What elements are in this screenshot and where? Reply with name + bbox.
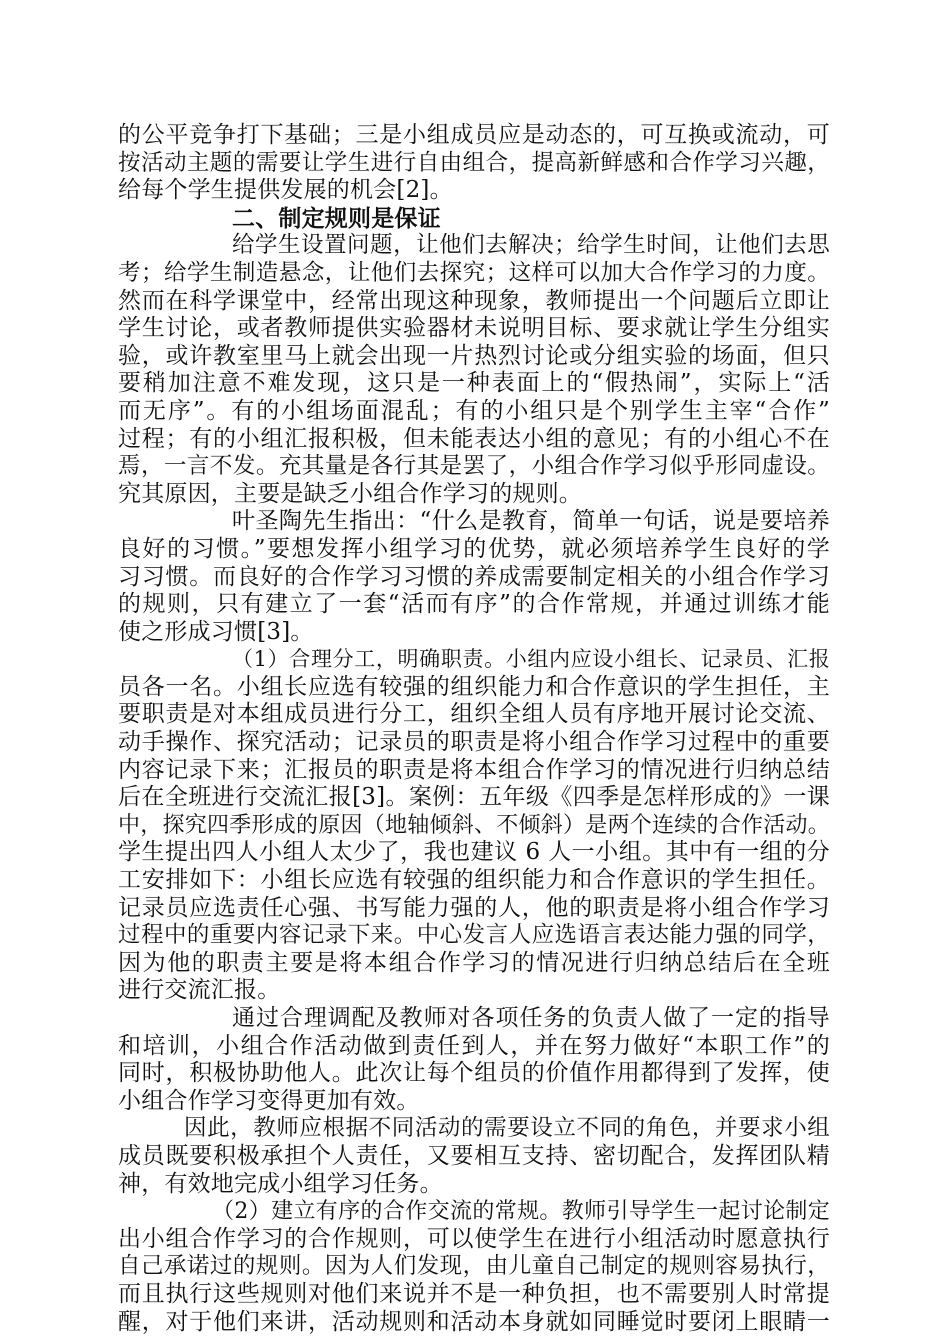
text-line: 学生讨论，或者教师提供实验器材未说明目标、要求就让学生分组实 xyxy=(118,315,830,342)
text-line: （1）合理分工，明确职责。小组内应设小组长、记录员、汇报 xyxy=(232,647,830,672)
text-line: 要稍加注意不难发现，这只是一种表面上的“假热闹”，实际上“活 xyxy=(118,370,830,397)
text-line: 考；给学生制造悬念，让他们去探究；这样可以加大合作学习的力度。 xyxy=(118,259,830,286)
document-page xyxy=(118,122,830,1336)
text-line: 工安排如下：小组长应选有较强的组织能力和合作意识的学生担任。 xyxy=(118,867,830,894)
text-line: 叶圣陶先生指出：“什么是教育，简单一句话，说是要培养 xyxy=(232,508,830,535)
text-line: 的规则，只有建立了一套“活而有序”的合作常规，并通过训练才能 xyxy=(118,591,830,618)
text-line: 成员既要积极承担个人责任，又要相互支持、密切配合，发挥团队精 xyxy=(118,1142,830,1169)
text-line: 究其原因，主要是缺乏小组合作学习的规则。 xyxy=(118,480,582,507)
text-line: 而且执行这些规则对他们来说并不是一种负担，也不需要别人时常提 xyxy=(118,1280,830,1307)
heading-text: 二、制定规则是保证 xyxy=(232,204,441,232)
text-line: 自己承诺过的规则。因为人们发现，由儿童自己制定的规则容易执行， xyxy=(118,1253,830,1280)
text-line: 按活动主题的需要让学生进行自由组合，提高新鲜感和合作学习兴趣， xyxy=(118,149,830,176)
text-line: 要职责是对本组成员进行分工，组织全组人员有序地开展讨论交流、 xyxy=(118,701,830,728)
text-line: 记录员应选责任心强、书写能力强的人，他的职责是将小组合作学习 xyxy=(118,894,830,921)
text-line: 因此，教师应根据不同活动的需要设立不同的角色，并要求小组 xyxy=(184,1115,830,1142)
text-line: 过程中的重要内容记录下来。中心发言人应选语言表达能力强的同学， xyxy=(118,922,830,949)
text-line: 使之形成习惯[3]。 xyxy=(118,618,314,645)
paragraph xyxy=(118,508,830,646)
paragraph-continuation xyxy=(118,122,830,205)
text-line: 内容记录下来；汇报员的职责是将本组合作学习的情况进行归纳总结 xyxy=(118,756,830,783)
text-line: 而无序”。有的小组场面混乱；有的小组只是个别学生主宰“合作” xyxy=(118,397,830,424)
text-line: （2）建立有序的合作交流的常规。教师引导学生一起讨论制定 xyxy=(212,1199,830,1225)
paragraph xyxy=(118,1005,830,1115)
text-line: 给学生设置问题，让他们去解决；给学生时间，让他们去思 xyxy=(232,232,830,259)
text-line: 过程；有的小组汇报积极，但未能表达小组的意见；有的小组心不在 xyxy=(118,425,830,452)
text-line: 醒，对于他们来讲，活动规则和活动本身就如同睡觉时要闭上眼睛一 xyxy=(118,1308,830,1335)
text-line: 习习惯。而良好的合作学习习惯的养成需要制定相关的小组合作学习 xyxy=(118,563,830,590)
text-line: 出小组合作学习的合作规则，可以使学生在进行小组活动时愿意执行 xyxy=(118,1225,830,1252)
paragraph xyxy=(118,232,830,508)
text-line: 同时，积极协助他人。此次让每个组员的价值作用都得到了发挥，使 xyxy=(118,1060,830,1087)
text-line: 员各一名。小组长应选有较强的组织能力和合作意识的学生担任，主 xyxy=(118,673,830,700)
text-line: 学生提出四人小组人太少了，我也建议 6 人一小组。其中有一组的分 xyxy=(118,839,830,866)
text-line: 通过合理调配及教师对各项任务的负责人做了一定的指导 xyxy=(232,1005,830,1031)
text-line: 动手操作、探究活动；记录员的职责是将小组合作学习过程中的重要 xyxy=(118,729,830,756)
text-line: 给每个学生提供发展的机会[2]。 xyxy=(118,177,453,204)
text-line: 然而在科学课堂中，经常出现这种现象，教师提出一个问题后立即让 xyxy=(118,287,830,314)
paragraph xyxy=(118,1115,830,1198)
text-line: 的公平竞争打下基础；三是小组成员应是动态的，可互换或流动，可 xyxy=(118,122,830,148)
text-line: 中，探究四季形成的原因（地轴倾斜、不倾斜）是两个连续的合作活动。 xyxy=(118,812,830,838)
text-line: 因为他的职责主要是将本组合作学习的情况进行归纳总结后在全班 xyxy=(118,949,830,976)
text-line: 神，有效地完成小组学习任务。 xyxy=(118,1170,443,1197)
text-line: 焉，一言不发。充其量是各行其是罢了，小组合作学习似乎形同虚设。 xyxy=(118,453,830,480)
text-line: 小组合作学习变得更加有效。 xyxy=(118,1087,420,1114)
section-heading xyxy=(118,205,830,233)
text-line: 后在全班进行交流汇报[3]。案例：五年级《四季是怎样形成的》一课 xyxy=(118,784,830,811)
text-line: 验，或许教室里马上就会出现一片热烈讨论或分组实验的场面，但只 xyxy=(118,342,830,369)
paragraph xyxy=(118,1198,830,1336)
text-line: 和培训，小组合作活动做到责任到人，并在努力做好“本职工作”的 xyxy=(118,1032,830,1059)
paragraph xyxy=(118,646,830,1005)
text-line: 良好的习惯。”要想发挥小组学习的优势，就必须培养学生良好的学 xyxy=(118,535,830,562)
text-line: 进行交流汇报。 xyxy=(118,977,281,1004)
